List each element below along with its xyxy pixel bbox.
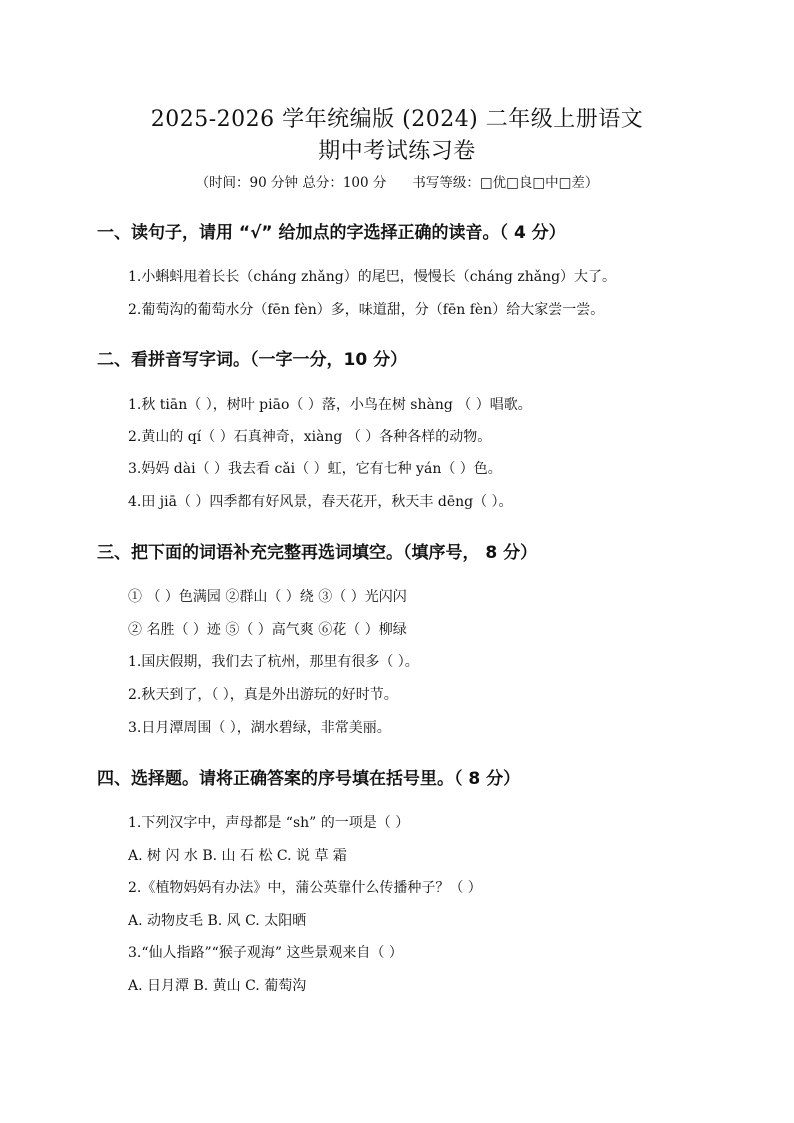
question-line: 1.下列汉字中，声母都是 “sh” 的一项是（ ） bbox=[128, 815, 410, 831]
section-heading-2: 二、看拼音写字词。（一字一分，10 分） bbox=[97, 350, 408, 370]
question-line: 1.国庆假期，我们去了杭州，那里有很多（ ）。 bbox=[128, 654, 419, 670]
question-line: 1.小蝌蚪甩着长长（cháng zhǎng）的尾巴，慢慢长（cháng zhǎng）大了。 bbox=[128, 269, 617, 285]
question-line: 2.秋天到了，（ ），真是外出游玩的好时节。 bbox=[128, 687, 398, 703]
answer-options-line: A. 日月潭 B. 黄山 C. 葡萄沟 bbox=[128, 978, 307, 994]
exam-title-line2: 期中考试练习卷 bbox=[318, 139, 476, 164]
answer-options-line: A. 动物皮毛 B. 风 C. 太阳晒 bbox=[128, 913, 307, 929]
time-score-info: （时间：90 分钟 总分：100 分 bbox=[195, 175, 387, 191]
question-line: 2.黄山的 qí（ ）石真神奇，xiàng （ ）各种各样的动物。 bbox=[128, 429, 492, 445]
word-options-line: ② 名胜（ ）迹 ⑤（ ）高气爽 ⑥花（ ）柳绿 bbox=[128, 622, 407, 638]
question-line: 2.葡萄沟的葡萄水分（fēn fèn）多，味道甜，分（fēn fèn）给大家尝一尝。 bbox=[128, 302, 605, 318]
question-line: 1.秋 tiān（ ），树叶 piāo（ ）落，小鸟在树 shàng （ ）唱歌。 bbox=[128, 397, 532, 413]
section-heading-1: 一、读句子，请用 “√” 给加点的字选择正确的读音。（ 4 分） bbox=[97, 223, 566, 243]
question-line: 3.妈妈 dài（ ）我去看 cǎi（ ）虹，它有七种 yán（ ）色。 bbox=[128, 461, 502, 477]
section-heading-3: 三、把下面的词语补充完整再选词填空。（填序号， 8 分） bbox=[97, 543, 538, 563]
exam-meta bbox=[0, 173, 794, 193]
question-line: 4.田 jiā（ ）四季都有好风景，春天花开，秋天丰 dēng（ ）。 bbox=[128, 494, 513, 510]
question-line: 3.日月潭周围（ ），湖水碧绿，非常美丽。 bbox=[128, 720, 391, 736]
writing-grade-info: 书写等级：□优□良□中□差） bbox=[412, 175, 599, 191]
question-line: 2.《植物妈妈有办法》中，蒲公英靠什么传播种子？（ ） bbox=[128, 880, 482, 896]
question-line: 3.“仙人指路”“猴子观海” 这些景观来自（ ） bbox=[128, 945, 403, 961]
answer-options-line: A. 树 闪 水 B. 山 石 松 C. 说 草 霜 bbox=[128, 848, 347, 864]
section-heading-4: 四、选择题。请将正确答案的序号填在括号里。（ 8 分） bbox=[97, 769, 521, 789]
exam-title-line1: 2025-2026 学年统编版 (2024) 二年级上册语文 bbox=[150, 107, 644, 132]
word-options-line: ① （ ）色满园 ②群山（ ）绕 ③（ ）光闪闪 bbox=[128, 589, 407, 605]
